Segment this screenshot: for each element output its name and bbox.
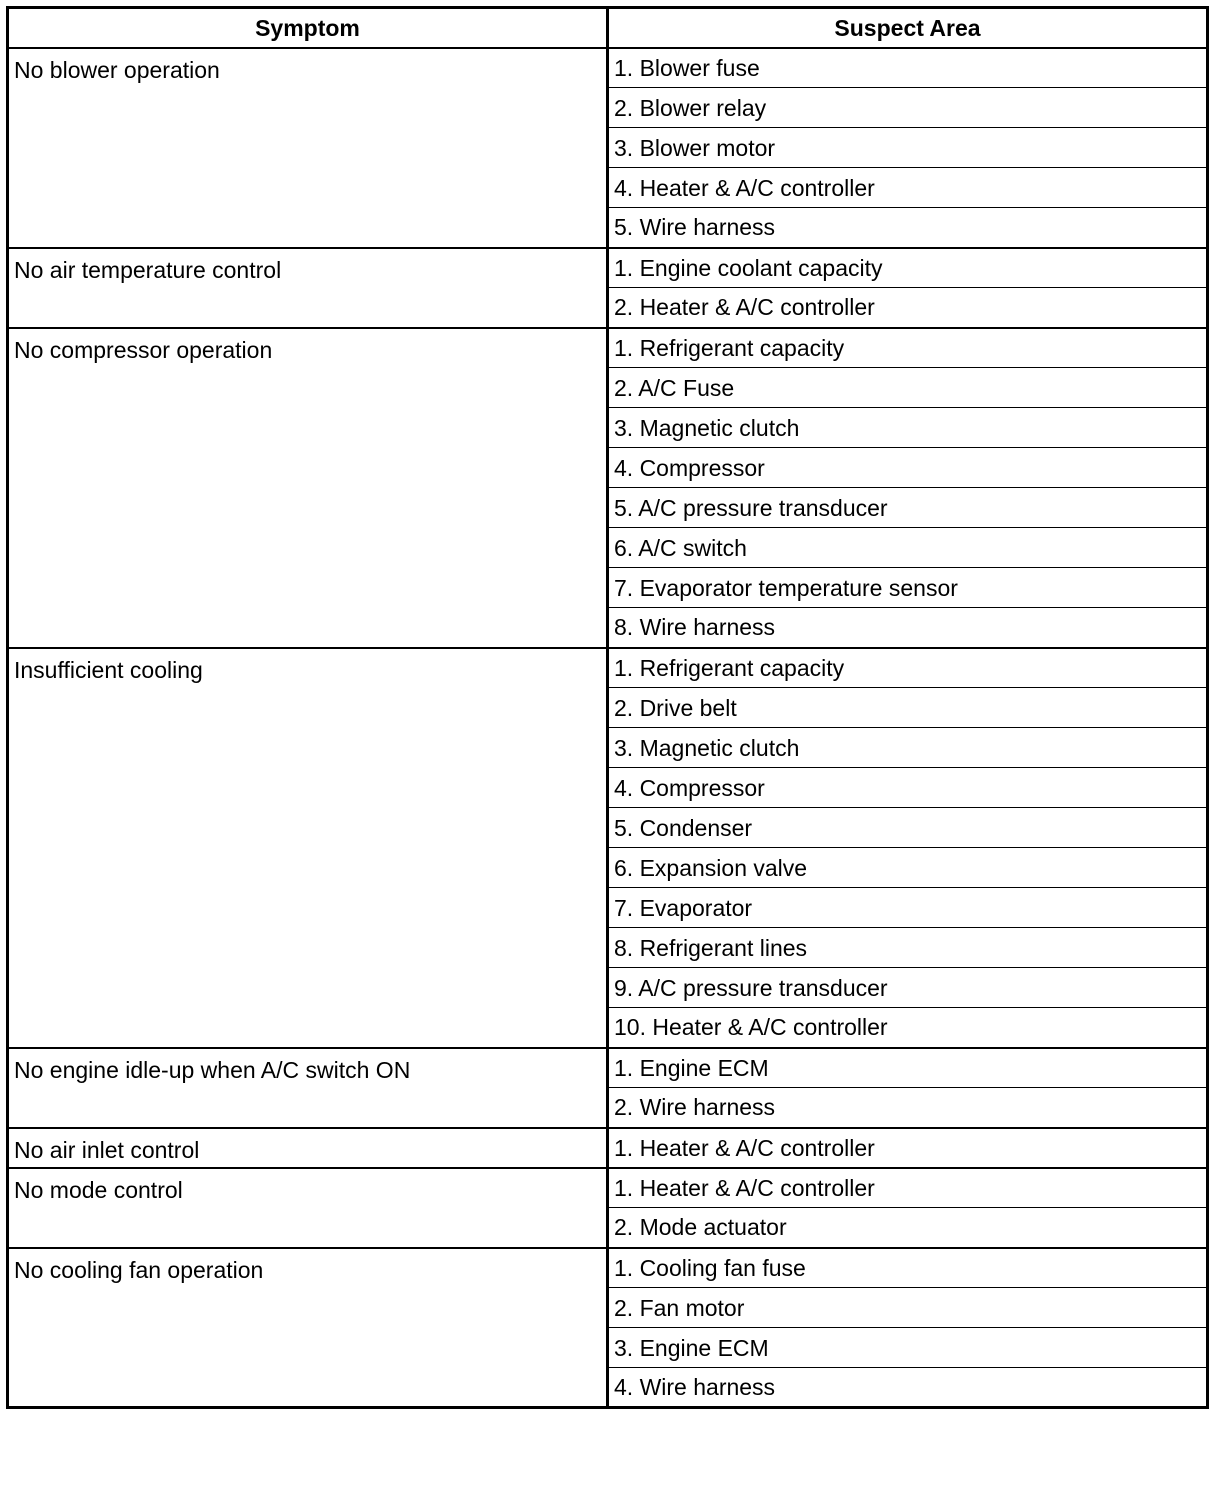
table-row (8, 648, 1208, 688)
suspect-area-cell: 2. Fan motor (608, 1288, 1208, 1328)
suspect-area-cell: 8. Refrigerant lines (608, 928, 1208, 968)
table-row (8, 1128, 1208, 1168)
suspect-area-cell: 4. Heater & A/C controller (608, 168, 1208, 208)
suspect-area-cell: 5. A/C pressure transducer (608, 488, 1208, 528)
suspect-area-cell: 1. Heater & A/C controller (608, 1128, 1208, 1168)
suspect-area-cell: 2. Drive belt (608, 688, 1208, 728)
suspect-area-cell: 4. Compressor (608, 448, 1208, 488)
suspect-area-cell: 2. Mode actuator (608, 1208, 1208, 1248)
suspect-area-cell: 2. Wire harness (608, 1088, 1208, 1128)
symptom-cell: No blower operation (8, 48, 608, 248)
suspect-area-cell: 5. Condenser (608, 808, 1208, 848)
table-row (8, 248, 1208, 288)
header-row (8, 8, 1208, 48)
suspect-area-cell: 8. Wire harness (608, 608, 1208, 648)
symptom-cell: No air temperature control (8, 248, 608, 328)
suspect-area-cell: 3. Blower motor (608, 128, 1208, 168)
suspect-area-cell: 1. Heater & A/C controller (608, 1168, 1208, 1208)
suspect-area-cell: 6. A/C switch (608, 528, 1208, 568)
suspect-area-cell: 1. Cooling fan fuse (608, 1248, 1208, 1288)
troubleshooting-table (6, 6, 1209, 1409)
suspect-area-cell: 1. Engine coolant capacity (608, 248, 1208, 288)
symptom-cell: Insufficient cooling (8, 648, 608, 1048)
suspect-area-cell: 3. Magnetic clutch (608, 728, 1208, 768)
symptom-cell: No compressor operation (8, 328, 608, 648)
header-symptom: Symptom (8, 8, 608, 48)
suspect-area-cell: 4. Wire harness (608, 1368, 1208, 1408)
symptom-cell: No cooling fan operation (8, 1248, 608, 1408)
suspect-area-cell: 9. A/C pressure transducer (608, 968, 1208, 1008)
suspect-area-cell: 5. Wire harness (608, 208, 1208, 248)
suspect-area-cell: 1. Refrigerant capacity (608, 648, 1208, 688)
symptom-cell: No engine idle-up when A/C switch ON (8, 1048, 608, 1128)
suspect-area-cell: 7. Evaporator temperature sensor (608, 568, 1208, 608)
suspect-area-cell: 2. A/C Fuse (608, 368, 1208, 408)
suspect-area-cell: 3. Engine ECM (608, 1328, 1208, 1368)
table-row (8, 1248, 1208, 1288)
table-body (8, 48, 1208, 1408)
symptom-cell: No air inlet control (8, 1128, 608, 1168)
suspect-area-cell: 6. Expansion valve (608, 848, 1208, 888)
suspect-area-cell: 7. Evaporator (608, 888, 1208, 928)
suspect-area-cell: 1. Engine ECM (608, 1048, 1208, 1088)
suspect-area-cell: 2. Heater & A/C controller (608, 288, 1208, 328)
suspect-area-cell: 3. Magnetic clutch (608, 408, 1208, 448)
suspect-area-cell: 1. Blower fuse (608, 48, 1208, 88)
table-row (8, 1168, 1208, 1208)
suspect-area-cell: 10. Heater & A/C controller (608, 1008, 1208, 1048)
table-row (8, 1048, 1208, 1088)
symptom-cell: No mode control (8, 1168, 608, 1248)
table-row (8, 48, 1208, 88)
suspect-area-cell: 4. Compressor (608, 768, 1208, 808)
table-row (8, 328, 1208, 368)
suspect-area-cell: 2. Blower relay (608, 88, 1208, 128)
suspect-area-cell: 1. Refrigerant capacity (608, 328, 1208, 368)
header-suspect-area: Suspect Area (608, 8, 1208, 48)
